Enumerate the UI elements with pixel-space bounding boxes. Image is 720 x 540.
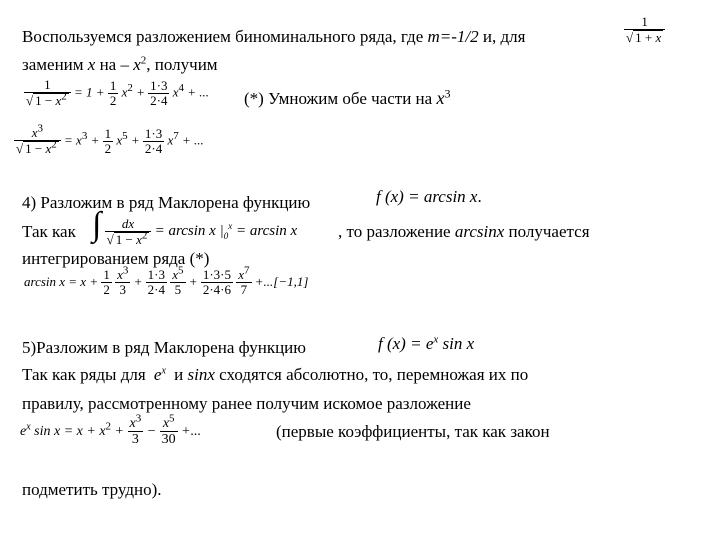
p1-var-x: x [87,55,96,74]
p1-line2-text: заменим [22,55,88,74]
p5-series-e: e [20,424,27,440]
p4-func [376,187,482,207]
p5-sinx: sinx [187,365,215,384]
p1-neg-x2: – x [120,55,141,74]
p4-series-head: arcsin x = x + [24,273,99,289]
p5-line1-text: 5)Разложим в ряд Маклорена функцию [22,338,306,357]
p4-arcsinx: arcsinx [454,222,505,241]
p4-line1-text: 4) Разложим в ряд Маклорена функцию [22,193,311,212]
p4-line3-text: интегрированием ряда (*) [22,249,210,268]
p4-line2-start [22,222,76,242]
formula-integral: ∫ $\frac{dx}{√ 1 - x^2}$ = arcsin x $|_0^x = \arcsin x$ [92,206,298,248]
p4-func-arcsin: f (x) = arcsin x [376,187,478,206]
p4-series-tail: +...[−1,1] [254,273,309,289]
p5-line2-c: сходятся абсолютно, то, перемножая их по [214,365,529,384]
p5-series-tail: +... [181,424,202,440]
p4-line2-end [338,222,590,242]
p5-func: f $(x) = e^x$ sin x [378,333,475,353]
p5-line2-b: и [174,365,188,384]
p5-line3 [22,394,471,414]
formula-inv-sqrt-1px: $\frac{1}{√ 1 + x}$ [624,15,665,46]
p5-line2: Так как ряды для $e^x$ и sinx сходятся абсолютно, то, перемножая их по [22,365,529,384]
p1-line1-text: Воспользуемся разложением биноминального ряда, где [22,27,428,46]
p4-line2-text: Так как [22,222,76,241]
p5-line1 [22,338,306,358]
p1-mark-line: (*) Умножим обе части на $x^3$ [244,86,451,108]
p5-line5-text: подметить трудно). [22,480,162,499]
p5-func-ex: f (x) = e [378,334,434,353]
formula-series-2: $\frac{x^3}{√ 1 - x^2}$ = $x^3$ + $\frac{1}{2}$ $x^5$ + $\frac{1\cdot 3}{2\cdot 4}$ $x^7$ + ... [16,122,204,157]
p4-line2-tail-a: , то разложение [338,222,455,241]
p5-line5 [22,480,162,500]
p5-func-sin: sin x [438,334,475,353]
formula-arcsin-series: arcsin x = x + $\frac{1}{2}$ $\frac{x^3}{3}$ + $\frac{1\cdot 3}{2\cdot 4}$ $\frac{x^5}{5}$ + $\frac{1\cdot 3\cdot 5}{2\cdot 4\cdot 6}$ $\frac{x^7}{7}$ +...[−1,1] [24,264,309,298]
p4-line2-tail-b: получается [504,222,590,241]
p5-comment [276,422,550,442]
p5-line2-a: Так как ряды для [22,365,146,384]
p1-mark-text: (*) Умножим обе части на [244,89,433,108]
p1-line1 [22,27,525,47]
p1-line2-tail: , получим [146,55,218,74]
p1-line2: заменим x на – $x^2$, получим [22,54,218,74]
p5-comment-text: (первые коэффициенты, так как закон [276,422,550,441]
p5-series-mid: sin x = x + x [30,424,106,440]
p1-mult-x3: x [436,88,445,108]
p4-dot: . [477,187,482,206]
p1-line1-tail: и, для [478,27,526,46]
formula-series-1: $\frac{1}{√ 1 - x^2}$ = 1 + $\frac{1}{2}$ $x^2$ + $\frac{1\cdot 3}{2\cdot 4}$ $x^4$ + ... [26,77,210,109]
p5-line3-text: правилу, рассмотренному ранее получим искомое разложение [22,394,471,413]
p1-m-value: m=-1/2 [427,27,479,46]
formula-ex-sin-series: $e^x$ $\sin x = x + x^2$ + $\frac{x^3}{3}$ − $\frac{x^5}{30}$ +... [20,412,202,448]
p1-line2-mid: на [95,55,121,74]
